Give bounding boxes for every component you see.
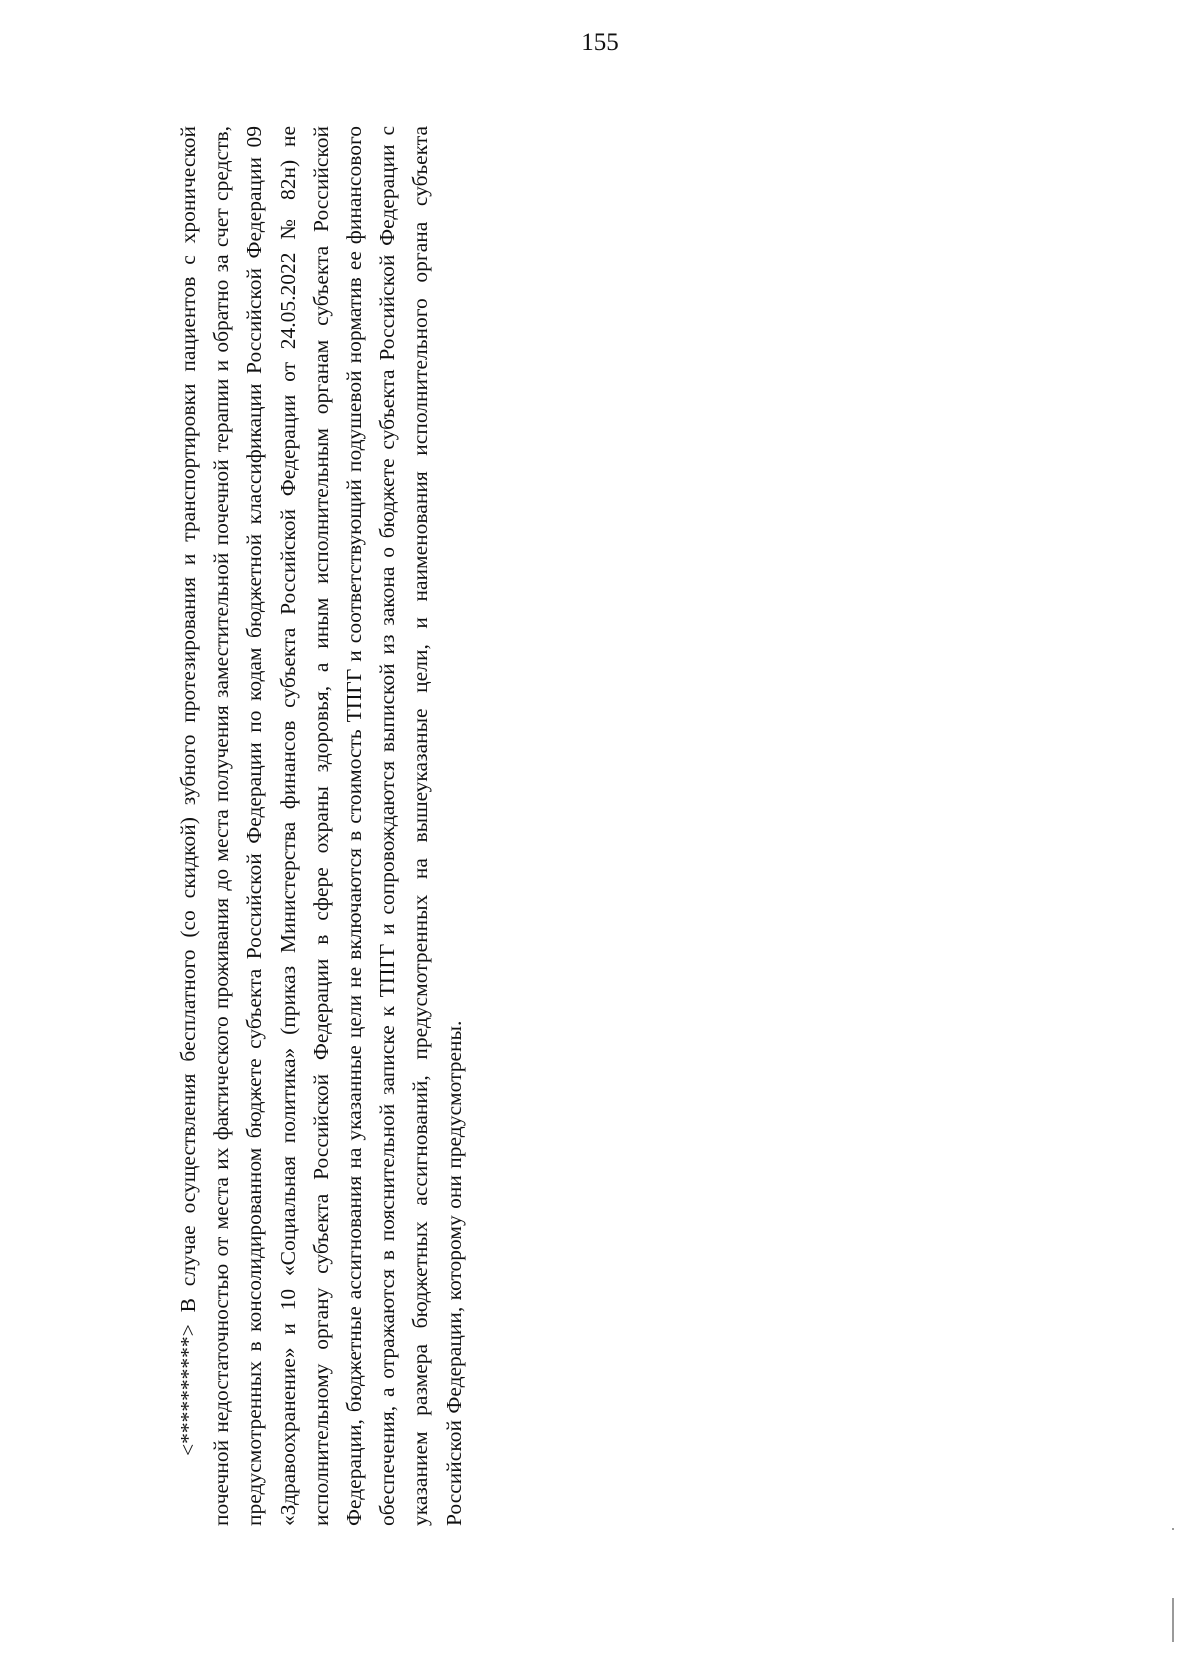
rotated-text-block	[172, 126, 522, 1526]
page-number: 155	[581, 29, 619, 56]
scan-mark-line	[1172, 1598, 1174, 1642]
scan-mark-dot	[1172, 1528, 1174, 1530]
footnote-paragraph: <**********> В случае осуществления бесплатного (со скидкой) зубного протезирования и транспортировки пациентов с хронической почечной недостаточностью от места их фактического проживания до места получения заместительной почечной терапии и обратно за счет средств, предусмотренных в консолидированном бюджете субъекта Российской Федерации по кодам бюджетной классификации Российской Федерации 09 «Здравоохранение» и 10 «Социальная политика» (приказ Министерства финансов субъекта Российской Федерации от 24.05.2022 № 82н) не исполнительному органу субъекта Российской Федерации в сфере охраны здоровья, а иным исполнительным органам субъекта Российской Федерации, бюджетные ассигнования на указанные цели не включаются в стоимость ТПГГ и соответствующий подушевой норматив ее финансового обеспечения, а отражаются в пояснительной записке к ТПГГ и сопровождаются выпиской из закона о бюджете субъекта Российской Федерации с указанием размера бюджетных ассигнований, предусмотренных на вышеуказаные цели, и наименования исполнительного органа субъекта Российской Федерации, которому они предусмотрены.	[176, 126, 466, 1526]
